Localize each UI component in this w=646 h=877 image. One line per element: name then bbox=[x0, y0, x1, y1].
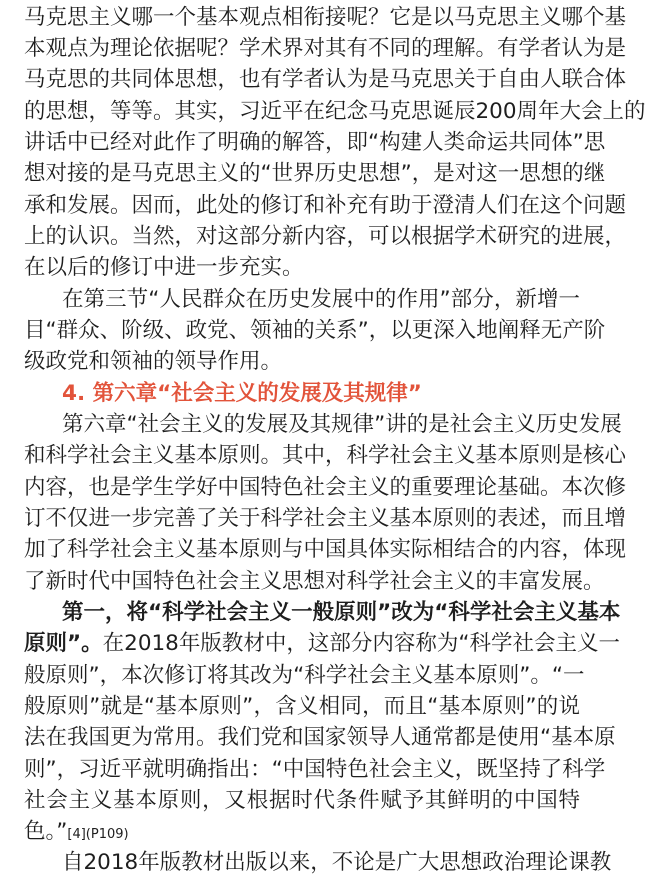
text-line-7: 承和发展。因而，此处的修订和补充有助于澄清人们在这个问题 bbox=[24, 193, 627, 218]
text-line-12: 级政党和领袖的领导作用。 bbox=[24, 349, 283, 374]
text-line-24: 法在我国更为常用。我们党和国家领导人通常都是使用“基本原 bbox=[24, 725, 616, 750]
text-line-10: 在第三节“人民群众在历史发展中的作用”部分，新增一 bbox=[62, 287, 580, 312]
text-line-27 bbox=[24, 818, 580, 846]
text-line-1: 马克思主义哪一个基本观点相衔接呢？它是以马克思主义哪个基 bbox=[24, 5, 627, 30]
text-line-11: 目“群众、阶级、政党、领袖的关系”，以更深入地阐释无产阶 bbox=[24, 318, 606, 343]
text-line-18: 加了科学社会主义基本原则与中国具体实际相结合的内容，体现 bbox=[24, 537, 627, 562]
bold-lead-line: 第一，将“科学社会主义一般原则”改为“科学社会主义基本 bbox=[62, 600, 621, 625]
text-line-2: 本观点为理论依据呢？学术界对其有不同的理解。有学者认为是 bbox=[24, 36, 627, 61]
text-line-27-text: 色。” bbox=[24, 819, 68, 844]
text-line-17: 订不仅进一步完善了关于科学社会主义基本原则的表述，而且增 bbox=[24, 506, 627, 531]
text-line-4: 的思想，等等。其实，习近平在纪念马克思诞辰200周年大会上的 bbox=[24, 99, 646, 124]
text-line-8: 上的认识。当然，对这部分新内容，可以根据学术研究的进展， bbox=[24, 224, 627, 249]
text-line-23: 般原则”就是“基本原则”，含义相同，而且“基本原则”的说 bbox=[24, 694, 580, 719]
text-line-6: 想对接的是马克思主义的“世界历史思想”，是对这一思想的继 bbox=[24, 161, 606, 186]
text-line-26: 社会主义基本原则，又根据时代条件赋予其鲜明的中国特 bbox=[24, 788, 580, 813]
text-line-22: 般原则”，本次修订将其改为“科学社会主义基本原则”。“一 bbox=[24, 663, 585, 688]
bold-lead-end: 原则”。 bbox=[24, 631, 103, 656]
text-line-21 bbox=[24, 630, 620, 658]
text-line-19: 了新时代中国特色社会主义思想对科学社会主义的丰富发展。 bbox=[24, 569, 605, 594]
text-line-14: 第六章“社会主义的发展及其规律”讲的是社会主义历史发展 bbox=[62, 412, 622, 437]
text-line-16: 内容，也是学生学好中国特色社会主义的重要理论基础。本次修 bbox=[24, 475, 627, 500]
text-line-21-rest: 在2018年版教材中，这部分内容称为“科学社会主义一 bbox=[102, 631, 620, 656]
citation-ref: [4](P109) bbox=[67, 827, 129, 842]
text-line-3: 马克思的共同体思想，也有学者认为是马克思关于自由人联合体 bbox=[24, 67, 627, 92]
text-line-5: 讲话中已经对此作了明确的解答，即“构建人类命运共同体”思 bbox=[24, 130, 606, 155]
text-line-15: 和科学社会主义基本原则。其中，科学社会主义基本原则是核心 bbox=[24, 443, 627, 468]
text-line-9: 在以后的修订中进一步充实。 bbox=[24, 255, 304, 280]
text-line-25: 则”，习近平就明确指出：“中国特色社会主义，既坚持了科学 bbox=[24, 757, 606, 782]
text-line-28-cut: 自2018年版教材出版以来，不论是广大思想政治理论课教 bbox=[62, 850, 612, 875]
section-heading: 4. 第六章“社会主义的发展及其规律” bbox=[62, 381, 422, 406]
